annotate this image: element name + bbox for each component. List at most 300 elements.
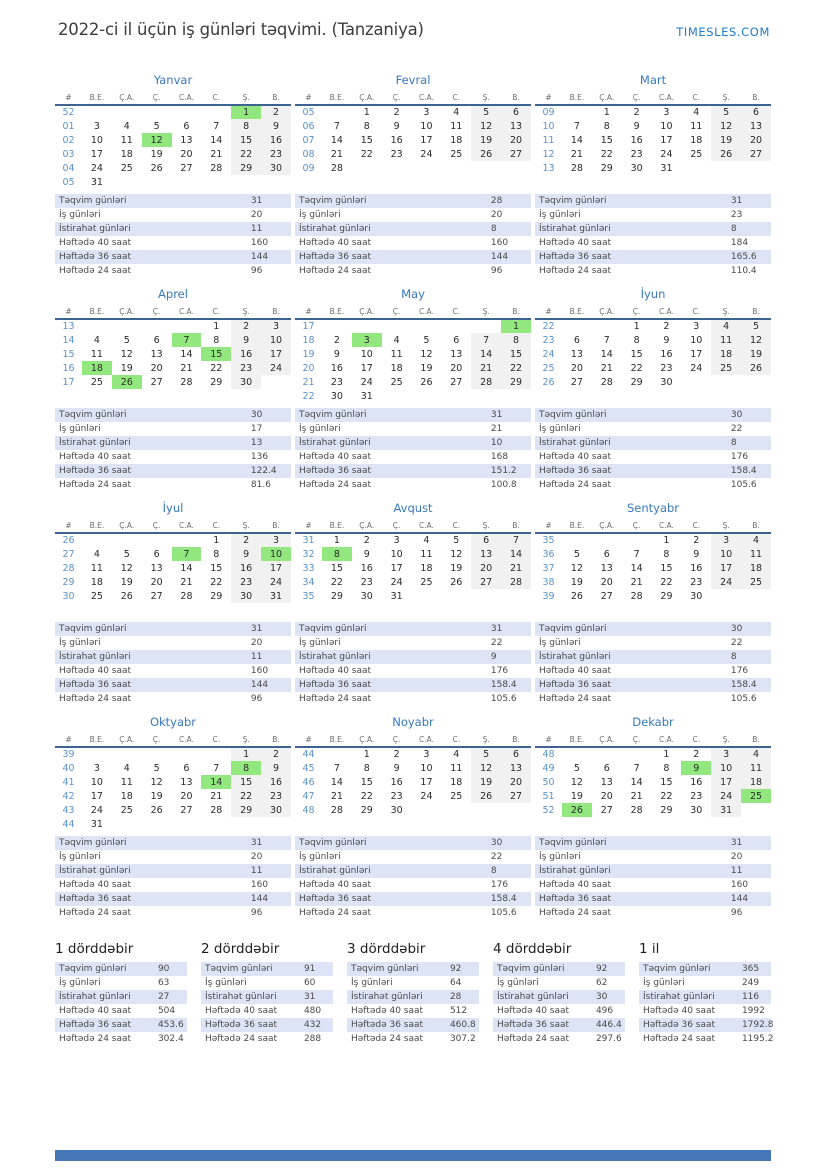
weekday-header: C. bbox=[692, 734, 701, 744]
day-cell: 3 bbox=[93, 762, 100, 774]
stat-value: 63 bbox=[157, 978, 170, 988]
day-cell: 9 bbox=[261, 761, 291, 775]
stat-value: 144 bbox=[490, 252, 509, 262]
day-cell: 16 bbox=[690, 562, 703, 574]
day-cell: 23 bbox=[261, 789, 291, 803]
day-cell: 18 bbox=[120, 790, 133, 802]
stat-value: 28 bbox=[449, 992, 462, 1002]
weekday-header: B.E. bbox=[89, 92, 105, 102]
day-cell: 13 bbox=[600, 562, 613, 574]
day-cell: 25 bbox=[741, 575, 771, 589]
holiday-day-cell: 7 bbox=[172, 547, 202, 561]
day-cell: 13 bbox=[471, 547, 501, 561]
week-number: 06 bbox=[302, 120, 315, 132]
month-title: Fevral bbox=[395, 73, 431, 87]
day-cell: 1 bbox=[603, 107, 610, 118]
weekday-header-row bbox=[295, 90, 531, 105]
month-stat-row bbox=[295, 622, 531, 636]
summary-stat-row bbox=[55, 1018, 187, 1032]
stat-label: Həftədə 36 saat bbox=[539, 680, 612, 690]
weekday-header: Ç.A. bbox=[119, 520, 135, 530]
day-cell: 22 bbox=[210, 362, 223, 374]
week-row bbox=[535, 375, 771, 389]
month-calendar-area bbox=[295, 284, 531, 408]
day-cell: 5 bbox=[123, 334, 130, 346]
stat-label: İş günləri bbox=[59, 424, 101, 434]
month-stat-row bbox=[295, 664, 531, 678]
empty-day-cell bbox=[82, 105, 112, 119]
month-title: Oktyabr bbox=[149, 715, 197, 729]
empty-day-cell bbox=[142, 533, 172, 547]
day-cell: 24 bbox=[90, 162, 103, 174]
month-calendar bbox=[295, 518, 531, 603]
day-cell: 17 bbox=[261, 561, 291, 575]
day-cell: 17 bbox=[420, 134, 433, 146]
weekday-header: C.A. bbox=[178, 734, 194, 744]
stat-value: 30 bbox=[730, 624, 743, 634]
weekday-header: # bbox=[305, 306, 312, 316]
day-cell: 1 bbox=[213, 535, 220, 546]
stat-label: Həftədə 24 saat bbox=[539, 266, 612, 276]
week-row bbox=[535, 775, 771, 789]
day-cell: 5 bbox=[123, 548, 130, 560]
summary-stat-row bbox=[201, 1018, 333, 1032]
summary-stat-row bbox=[493, 976, 625, 990]
month-stat-row bbox=[295, 450, 531, 464]
summary-stat-row bbox=[493, 990, 625, 1004]
summary-stat-row bbox=[493, 1018, 625, 1032]
month-block bbox=[295, 498, 531, 706]
month-stat-row bbox=[535, 236, 771, 250]
day-cell: 27 bbox=[450, 376, 463, 388]
stat-value: 1992 bbox=[741, 1006, 765, 1016]
day-cell: 17 bbox=[420, 776, 433, 788]
stat-label: Həftədə 40 saat bbox=[299, 452, 372, 462]
stat-value: 176 bbox=[490, 880, 509, 890]
holiday-day-cell: 15 bbox=[201, 347, 231, 361]
summary-stat-row bbox=[55, 1032, 187, 1046]
weekday-header: C. bbox=[212, 520, 221, 530]
stat-value: 81.6 bbox=[250, 480, 271, 490]
month-calendar bbox=[535, 304, 771, 389]
day-cell: 4 bbox=[453, 107, 460, 118]
day-cell: 11 bbox=[390, 348, 403, 360]
weekday-header: Ç. bbox=[632, 92, 641, 102]
day-cell: 31 bbox=[360, 390, 373, 402]
weekday-header: Ç. bbox=[152, 92, 161, 102]
stat-value: 23 bbox=[730, 210, 743, 220]
stat-label: Təqvim günləri bbox=[299, 196, 367, 206]
month-stats-table bbox=[55, 408, 291, 492]
day-cell: 15 bbox=[330, 562, 343, 574]
day-cell: 24 bbox=[90, 804, 103, 816]
summary-stat-row bbox=[493, 1004, 625, 1018]
month-stat-row bbox=[535, 622, 771, 636]
stat-label: Həftədə 24 saat bbox=[299, 908, 372, 918]
day-cell: 16 bbox=[390, 776, 403, 788]
month-stat-row bbox=[295, 906, 531, 920]
day-cell: 9 bbox=[363, 548, 370, 560]
month-stat-row bbox=[535, 422, 771, 436]
stat-value: 92 bbox=[595, 964, 608, 974]
week-row bbox=[535, 347, 771, 361]
week-row bbox=[535, 547, 771, 561]
stat-label: Həftədə 36 saat bbox=[351, 1020, 424, 1030]
stat-value: 31 bbox=[303, 992, 316, 1002]
empty-day-cell bbox=[622, 533, 652, 547]
holiday-day-cell: 12 bbox=[142, 133, 172, 147]
day-cell: 12 bbox=[570, 562, 583, 574]
month-stat-row bbox=[55, 464, 291, 478]
weekday-header: Ç.A. bbox=[599, 92, 615, 102]
week-row bbox=[535, 147, 771, 161]
holiday-day-cell: 9 bbox=[681, 761, 711, 775]
empty-day-cell bbox=[741, 589, 771, 603]
day-cell: 6 bbox=[453, 334, 460, 346]
day-cell: 6 bbox=[573, 334, 580, 346]
stat-value: 453.6 bbox=[157, 1020, 184, 1030]
day-cell: 7 bbox=[501, 533, 531, 547]
week-row bbox=[535, 803, 771, 817]
holiday-day-cell: 10 bbox=[261, 547, 291, 561]
weekday-header: C.A. bbox=[418, 92, 434, 102]
weekday-header: Ş. bbox=[482, 520, 490, 530]
day-cell: 25 bbox=[120, 162, 133, 174]
page-title: 2022-ci il üçün iş günləri təqvimi. (Tanzaniya) bbox=[58, 20, 424, 39]
stat-label: İş günləri bbox=[59, 210, 101, 220]
month-calendar bbox=[295, 90, 531, 175]
stat-value: 90 bbox=[157, 964, 170, 974]
day-cell: 11 bbox=[450, 120, 463, 132]
stat-label: Təqvim günləri bbox=[205, 964, 273, 974]
empty-day-cell bbox=[741, 161, 771, 175]
stat-value: 11 bbox=[250, 224, 263, 234]
month-block bbox=[55, 498, 291, 706]
day-cell: 15 bbox=[231, 775, 261, 789]
day-cell: 2 bbox=[693, 749, 700, 760]
day-cell: 27 bbox=[741, 147, 771, 161]
month-stat-row bbox=[295, 208, 531, 222]
stat-label: Təqvim günləri bbox=[299, 624, 367, 634]
week-number: 13 bbox=[62, 321, 75, 332]
summary-block bbox=[55, 941, 187, 1046]
stat-value: 116 bbox=[741, 992, 760, 1002]
stat-label: İş günləri bbox=[299, 424, 341, 434]
weekday-header: # bbox=[65, 734, 72, 744]
summary-stat-row bbox=[639, 1032, 771, 1046]
day-cell: 20 bbox=[501, 775, 531, 789]
stat-value: 28 bbox=[490, 196, 503, 206]
week-number: 22 bbox=[302, 390, 315, 402]
day-cell: 25 bbox=[420, 576, 433, 588]
month-calendar-area bbox=[535, 70, 771, 194]
day-cell: 23 bbox=[660, 362, 673, 374]
day-cell: 6 bbox=[501, 105, 531, 119]
weekday-header: C. bbox=[452, 306, 461, 316]
weekday-header: Ç.A. bbox=[599, 520, 615, 530]
week-number: 08 bbox=[302, 148, 315, 160]
day-cell: 3 bbox=[261, 533, 291, 547]
empty-day-cell bbox=[592, 319, 622, 333]
day-cell: 2 bbox=[231, 319, 261, 333]
stat-value: 168 bbox=[490, 452, 509, 462]
stat-value: 20 bbox=[730, 852, 743, 862]
stat-value: 105.6 bbox=[490, 694, 517, 704]
day-cell: 26 bbox=[150, 804, 163, 816]
month-stat-row bbox=[55, 408, 291, 422]
month-stat-row bbox=[55, 636, 291, 650]
day-cell: 19 bbox=[420, 362, 433, 374]
day-cell: 6 bbox=[501, 747, 531, 761]
weekday-header: Ç. bbox=[152, 734, 161, 744]
weekday-header: B. bbox=[752, 306, 760, 316]
month-calendar-area bbox=[295, 498, 531, 622]
weekday-header: Ç. bbox=[632, 306, 641, 316]
stat-label: Təqvim günləri bbox=[59, 964, 127, 974]
day-cell: 6 bbox=[603, 762, 610, 774]
month-stat-row bbox=[535, 478, 771, 492]
month-stat-row bbox=[55, 864, 291, 878]
day-cell: 21 bbox=[630, 790, 643, 802]
week-row bbox=[535, 333, 771, 347]
month-block bbox=[535, 712, 771, 920]
day-cell: 29 bbox=[660, 590, 673, 602]
day-cell: 28 bbox=[630, 590, 643, 602]
summary-stat-row bbox=[55, 990, 187, 1004]
empty-day-cell bbox=[112, 747, 142, 761]
stat-label: İş günləri bbox=[299, 852, 341, 862]
stat-label: Həftədə 24 saat bbox=[299, 266, 372, 276]
day-cell: 1 bbox=[333, 535, 340, 546]
empty-day-cell bbox=[82, 747, 112, 761]
day-cell: 20 bbox=[600, 790, 613, 802]
week-number: 24 bbox=[542, 348, 555, 360]
month-stats-table bbox=[295, 622, 531, 706]
day-cell: 28 bbox=[600, 376, 613, 388]
day-cell: 27 bbox=[600, 590, 613, 602]
stat-label: Həftədə 36 saat bbox=[299, 252, 372, 262]
week-row bbox=[295, 533, 531, 547]
empty-day-cell bbox=[592, 747, 622, 761]
day-cell: 14 bbox=[501, 547, 531, 561]
weekday-header: # bbox=[305, 92, 312, 102]
day-cell: 10 bbox=[711, 761, 741, 775]
day-cell: 12 bbox=[711, 119, 741, 133]
stat-value: 365 bbox=[741, 964, 760, 974]
day-cell: 14 bbox=[180, 348, 193, 360]
weekday-header: B. bbox=[272, 306, 280, 316]
weekday-header: # bbox=[545, 520, 552, 530]
day-cell: 18 bbox=[711, 347, 741, 361]
stat-value: 176 bbox=[730, 666, 749, 676]
stat-value: 27 bbox=[157, 992, 170, 1002]
week-number: 30 bbox=[62, 590, 75, 602]
week-row bbox=[55, 789, 291, 803]
empty-day-cell bbox=[412, 803, 442, 817]
day-cell: 23 bbox=[630, 148, 643, 160]
empty-day-cell bbox=[322, 319, 352, 333]
empty-day-cell bbox=[261, 817, 291, 831]
day-cell: 15 bbox=[660, 562, 673, 574]
stat-value: 1195.2 bbox=[741, 1034, 774, 1044]
week-number: 39 bbox=[542, 590, 555, 602]
weekday-header: # bbox=[545, 306, 552, 316]
day-cell: 29 bbox=[501, 375, 531, 389]
day-cell: 15 bbox=[501, 347, 531, 361]
weekday-header: B. bbox=[752, 520, 760, 530]
month-stat-row bbox=[295, 408, 531, 422]
week-row bbox=[295, 389, 531, 403]
stat-value: 31 bbox=[250, 196, 263, 206]
day-cell: 21 bbox=[600, 362, 613, 374]
day-cell: 28 bbox=[210, 804, 223, 816]
day-cell: 31 bbox=[90, 818, 103, 830]
month-stat-row bbox=[55, 222, 291, 236]
day-cell: 4 bbox=[711, 319, 741, 333]
day-cell: 14 bbox=[630, 776, 643, 788]
month-stats-table bbox=[295, 194, 531, 278]
stat-label: Təqvim günləri bbox=[351, 964, 419, 974]
empty-day-cell bbox=[112, 533, 142, 547]
weekday-header: Ç.A. bbox=[359, 520, 375, 530]
week-row bbox=[55, 533, 291, 547]
month-calendar-area bbox=[535, 498, 771, 622]
summary-stat-row bbox=[639, 1004, 771, 1018]
day-cell: 6 bbox=[183, 120, 190, 132]
stat-value: 20 bbox=[250, 210, 263, 220]
month-stats-table bbox=[295, 836, 531, 920]
day-cell: 28 bbox=[570, 162, 583, 174]
weekday-header: B.E. bbox=[89, 306, 105, 316]
day-cell: 25 bbox=[90, 590, 103, 602]
summary-stats-table bbox=[201, 962, 333, 1046]
day-cell: 30 bbox=[390, 804, 403, 816]
week-row bbox=[55, 105, 291, 119]
day-cell: 22 bbox=[600, 148, 613, 160]
week-number: 44 bbox=[302, 749, 315, 760]
empty-day-cell bbox=[562, 533, 592, 547]
day-cell: 8 bbox=[363, 120, 370, 132]
day-cell: 28 bbox=[180, 590, 193, 602]
month-stat-row bbox=[295, 850, 531, 864]
weekday-header: B.E. bbox=[329, 734, 345, 744]
week-row bbox=[55, 147, 291, 161]
month-stats-table bbox=[55, 622, 291, 706]
month-stat-row bbox=[535, 208, 771, 222]
empty-day-cell bbox=[142, 817, 172, 831]
day-cell: 17 bbox=[711, 775, 741, 789]
weekday-header-row bbox=[55, 90, 291, 105]
day-cell: 16 bbox=[390, 134, 403, 146]
day-cell: 13 bbox=[741, 119, 771, 133]
day-cell: 3 bbox=[711, 747, 741, 761]
weekday-header: Ş. bbox=[722, 520, 730, 530]
weekday-header: C. bbox=[692, 306, 701, 316]
summary-stat-row bbox=[201, 1004, 333, 1018]
day-cell: 10 bbox=[90, 776, 103, 788]
summary-stats-table bbox=[347, 962, 479, 1046]
day-cell: 19 bbox=[120, 362, 133, 374]
day-cell: 26 bbox=[471, 147, 501, 161]
stat-label: Həftədə 24 saat bbox=[59, 1034, 132, 1044]
week-row bbox=[295, 747, 531, 761]
stat-value: 96 bbox=[250, 694, 263, 704]
weekday-header: Ş. bbox=[482, 306, 490, 316]
month-title: İyun bbox=[640, 287, 666, 301]
holiday-day-cell: 18 bbox=[82, 361, 112, 375]
day-cell: 25 bbox=[450, 148, 463, 160]
stat-value: 11 bbox=[250, 652, 263, 662]
day-cell: 23 bbox=[231, 575, 261, 589]
week-number: 17 bbox=[62, 376, 75, 388]
day-cell: 1 bbox=[231, 747, 261, 761]
month-stat-row bbox=[295, 864, 531, 878]
stat-label: İş günləri bbox=[643, 978, 685, 988]
day-cell: 5 bbox=[573, 762, 580, 774]
day-cell: 27 bbox=[501, 147, 531, 161]
stat-label: İstirahət günləri bbox=[539, 438, 611, 448]
summary-stat-row bbox=[201, 976, 333, 990]
day-cell: 2 bbox=[393, 749, 400, 760]
stat-label: Təqvim günləri bbox=[643, 964, 711, 974]
brand-link[interactable]: TIMESLES.COM bbox=[676, 25, 770, 39]
summary-stat-row bbox=[201, 1032, 333, 1046]
empty-day-cell bbox=[441, 803, 471, 817]
month-stat-row bbox=[55, 878, 291, 892]
stat-label: Həftədə 36 saat bbox=[59, 252, 132, 262]
day-cell: 19 bbox=[570, 576, 583, 588]
empty-day-cell bbox=[142, 175, 172, 189]
stat-value: 176 bbox=[490, 666, 509, 676]
stat-label: Həftədə 24 saat bbox=[497, 1034, 570, 1044]
day-cell: 10 bbox=[261, 333, 291, 347]
weekday-header: C. bbox=[452, 520, 461, 530]
day-cell: 20 bbox=[180, 148, 193, 160]
month-title: May bbox=[401, 287, 425, 301]
weekday-header-row bbox=[295, 518, 531, 533]
month-stat-row bbox=[535, 892, 771, 906]
weekday-header: C. bbox=[452, 92, 461, 102]
day-cell: 2 bbox=[261, 747, 291, 761]
weekday-header: C. bbox=[692, 92, 701, 102]
empty-day-cell bbox=[382, 161, 412, 175]
quarters-grid bbox=[55, 941, 774, 1046]
empty-day-cell bbox=[471, 161, 501, 175]
stat-label: Təqvim günləri bbox=[539, 624, 607, 634]
day-cell: 9 bbox=[663, 334, 670, 346]
week-number: 34 bbox=[302, 576, 315, 588]
empty-day-cell bbox=[471, 589, 501, 603]
week-number: 48 bbox=[302, 804, 315, 816]
stat-label: İstirahət günləri bbox=[59, 224, 131, 234]
month-calendar bbox=[535, 90, 771, 175]
day-cell: 8 bbox=[231, 119, 261, 133]
empty-day-cell bbox=[142, 319, 172, 333]
month-calendar bbox=[535, 732, 771, 817]
day-cell: 11 bbox=[120, 134, 133, 146]
week-row bbox=[55, 119, 291, 133]
holiday-day-cell: 26 bbox=[562, 803, 592, 817]
day-cell: 27 bbox=[150, 376, 163, 388]
day-cell: 10 bbox=[90, 134, 103, 146]
weekday-header: Ç.A. bbox=[599, 306, 615, 316]
week-row bbox=[295, 575, 531, 589]
day-cell: 26 bbox=[711, 147, 741, 161]
day-cell: 2 bbox=[633, 107, 640, 118]
month-stat-row bbox=[535, 436, 771, 450]
day-cell: 2 bbox=[393, 107, 400, 118]
day-cell: 16 bbox=[360, 562, 373, 574]
